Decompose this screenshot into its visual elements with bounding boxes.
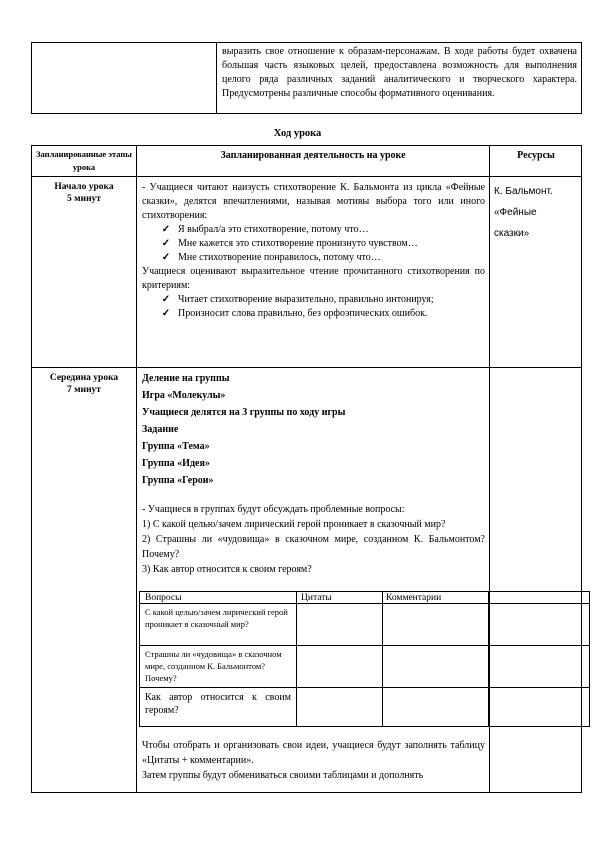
quotes-header-line [139, 603, 590, 604]
quotes-header-comments: Комментарии [386, 593, 442, 603]
criteria-text: Произносит слова правильно, без орфоэпических ошибок. [178, 308, 428, 319]
quotes-question-2: Страшны ли «чудовища» в сказочном мире, созданном К. Бальмонтом? Почему? [145, 649, 282, 683]
question-2: 2) Страшны ли «чудовища» в сказочном мире, созданном К. Бальмонтом? Почему? [142, 534, 485, 560]
after-text-2: Затем группы будут обмениваться своими таблицами и дополнять [142, 770, 424, 781]
quotes-header-questions: Вопросы [145, 593, 182, 603]
stage-middle-time: 7 минут [67, 385, 101, 395]
quotes-row-line [139, 687, 590, 688]
discuss-text: - Учащиеся в группах будут обсуждать проблемные вопросы: [142, 504, 405, 515]
after-block [142, 738, 485, 783]
criteria-item [142, 293, 485, 307]
col-divider-1 [136, 146, 137, 792]
question-3: 3) Как автор относится к своим героям? [142, 564, 312, 575]
criteria-item [142, 307, 485, 321]
checkmark-icon: ✓ [161, 252, 171, 263]
stage-start [34, 181, 134, 205]
header-resources: Ресурсы [517, 150, 555, 161]
eval-text: Учащиеся оценивают выразительное чтение прочитанного стихотворения по критериям: [142, 266, 485, 291]
group-line: Учащиеся делятся на 3 группы по ходу игры [142, 407, 346, 418]
top-text: выразить свое отношение к образам-персонажам. В ходе работы будет охвачена большая часть языковых целей, предоставлена возможность для выполнения целого ряда различных заданий аналитического и творческого характера. Предусмотрены различные способы формативного оценивания. [222, 46, 577, 99]
group-line: Деление на группы [142, 373, 230, 384]
quotes-question-1: С какой целью/зачем лирический герой проникает в сказочный мир? [145, 607, 288, 629]
header-stages: Запланированные этапы урока [36, 149, 132, 172]
check-item [142, 223, 485, 237]
quotes-row-line [139, 645, 590, 646]
question-1: 1) С какой целью/зачем лирический герой проникает в сказочный мир? [142, 519, 446, 530]
checkmark-icon: ✓ [161, 224, 171, 235]
group-line: Игра «Молекулы» [142, 390, 226, 401]
check-item [142, 251, 485, 265]
header-activity: Запланированная деятельность на уроке [220, 150, 406, 161]
activity-middle [142, 370, 485, 489]
group-line: Группа «Герои» [142, 475, 214, 486]
check-text: Я выбрал/а это стихотворение, потому что… [178, 224, 369, 235]
criteria-text: Читает стихотворение выразительно, правильно интонируя; [178, 294, 434, 305]
lesson-title: Ход урока [273, 128, 322, 139]
stage-middle-name: Середина урока [49, 373, 119, 383]
activity-start [142, 181, 485, 321]
group-line: Группа «Идея» [142, 458, 210, 469]
resource-line: «Фейные [494, 207, 537, 218]
checkmark-icon: ✓ [161, 294, 171, 305]
group-line: Группа «Тема» [142, 441, 210, 452]
stage-middle [34, 372, 134, 396]
resource-line: К. Бальмонт. [494, 186, 553, 197]
discussion-block [142, 502, 485, 577]
header-divider [32, 176, 581, 177]
stage-start-name: Начало урока [54, 182, 114, 192]
quotes-question-3: Как автор относится к своим героям? [145, 692, 291, 716]
checkmark-icon: ✓ [161, 238, 171, 249]
group-line: Задание [142, 424, 179, 435]
top-empty-cell [32, 43, 217, 113]
stage-start-time: 5 минут [67, 194, 101, 204]
check-text: Мне стихотворение понравилось, потому что… [178, 252, 381, 263]
quotes-col-line [488, 591, 489, 727]
top-table [31, 42, 582, 114]
quotes-col-line [296, 591, 297, 727]
after-text: Чтобы отобрать и организовать свои идеи, учащиеся будут заполнять таблицу «Цитаты + комментарии». [142, 740, 485, 766]
checkmark-icon: ✓ [161, 308, 171, 319]
resource-line: сказки» [494, 228, 530, 239]
resources-start [494, 181, 582, 244]
row-divider [32, 367, 581, 368]
quotes-header-quotes: Цитаты [301, 593, 332, 603]
check-item [142, 237, 485, 251]
quotes-col-line [382, 591, 383, 727]
intro-text: - Учащиеся читают наизусть стихотворение К. Бальмонта из цикла «Фейные сказки», делятся впечатлениями, называя мотивы выбора того или иного стихотворения: [142, 182, 485, 221]
check-text: Мне кажется это стихотворение пронизнуто чувством… [178, 238, 418, 249]
